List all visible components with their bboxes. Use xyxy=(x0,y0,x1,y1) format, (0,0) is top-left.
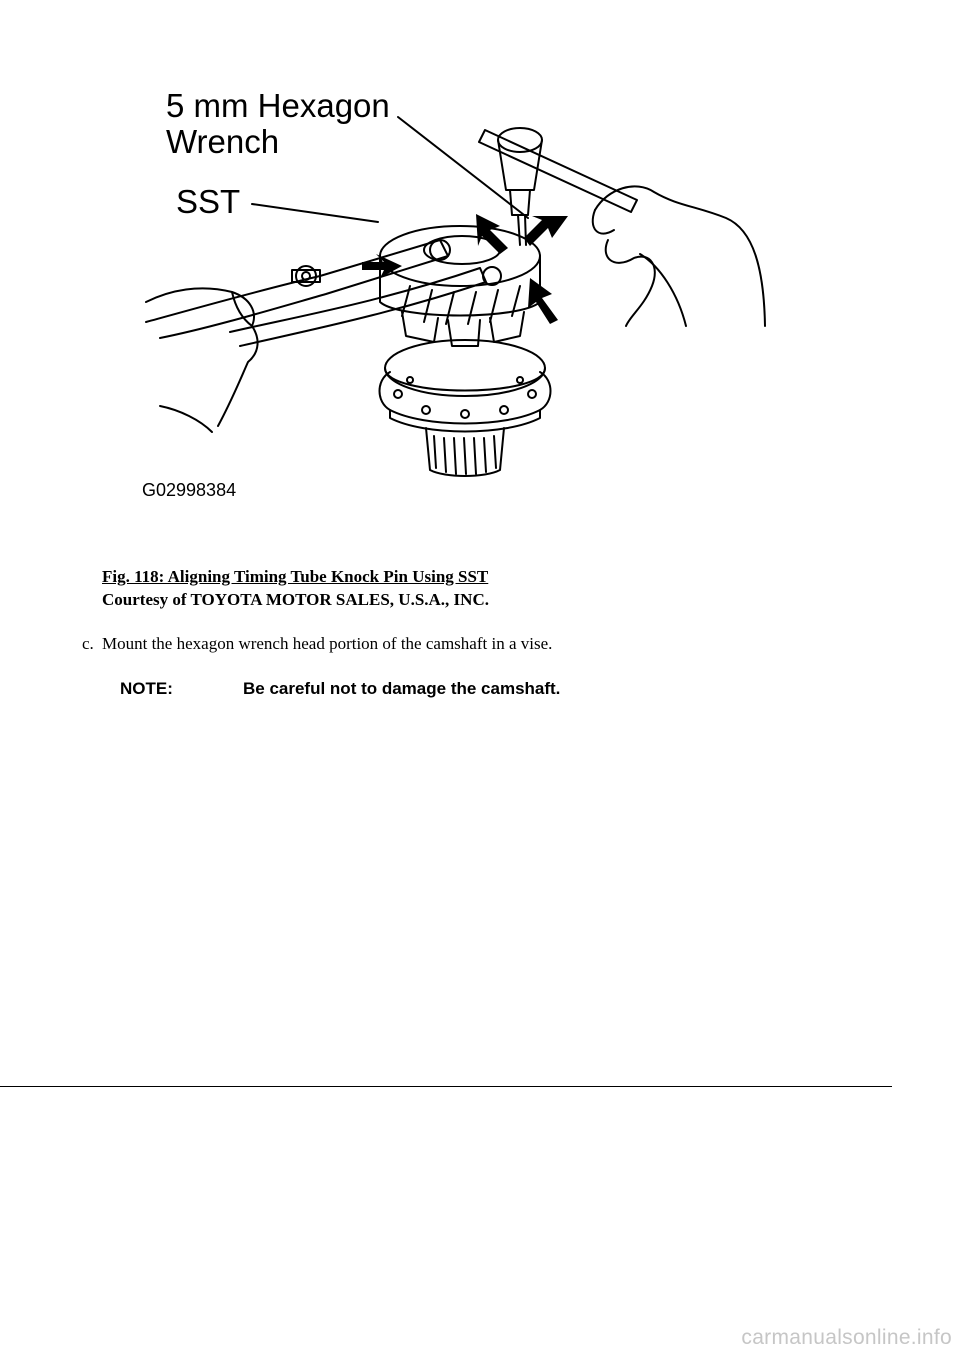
label-wrench-line2: Wrench xyxy=(166,123,280,160)
note-label: NOTE: xyxy=(120,679,173,698)
page-divider xyxy=(0,1086,892,1087)
caption-title: Fig. 118: Aligning Timing Tube Knock Pin Using SST xyxy=(102,567,489,586)
figure-label-hexagon-wrench xyxy=(166,88,390,160)
label-wrench-line1: 5 mm Hexagon xyxy=(166,87,390,124)
arrow-top-left xyxy=(476,214,508,254)
figure-code: G02998384 xyxy=(142,480,237,500)
note-text: Be careful not to damage the camshaft. xyxy=(243,679,561,698)
left-hand-outline xyxy=(146,288,258,426)
gear-top xyxy=(380,226,540,286)
figure-label-sst: SST xyxy=(176,183,241,220)
arrow-top-right xyxy=(524,216,568,246)
watermark: carmanualsonline.info xyxy=(741,1326,952,1349)
step-text: Mount the hexagon wrench head portion of the camshaft in a vise. xyxy=(102,634,553,653)
wrench-leader-line xyxy=(398,117,528,218)
step-marker: c. xyxy=(82,634,94,653)
sst-arm-lower xyxy=(230,268,486,346)
step-c xyxy=(82,633,552,655)
figure-illustration xyxy=(140,80,780,500)
figure-caption xyxy=(102,565,489,611)
sst-leader-line xyxy=(252,204,378,222)
arrow-right xyxy=(528,278,558,324)
caption-courtesy: Courtesy of TOYOTA MOTOR SALES, U.S.A., INC. xyxy=(102,590,489,609)
note-block xyxy=(120,678,560,700)
